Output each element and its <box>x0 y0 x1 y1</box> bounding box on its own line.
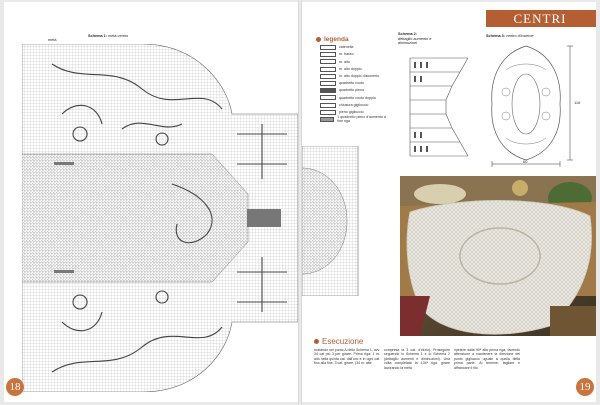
legend-item: m. alto <box>320 58 392 65</box>
chain-symbol-icon <box>320 45 336 50</box>
double-crochet-symbol-icon <box>320 59 336 64</box>
legend-item: quadretto pieno <box>320 87 392 94</box>
treble-symbol-icon <box>320 67 336 72</box>
filled-square-icon <box>320 88 336 93</box>
lacet-close-icon <box>320 103 336 108</box>
lacet-fill-icon <box>320 110 336 115</box>
left-page <box>4 2 298 402</box>
schema3-width-label: 60 <box>523 159 528 164</box>
schema2-diagram <box>406 52 472 170</box>
schema3-height-label: 116 <box>574 100 581 105</box>
execution-column-1: Iniziando nel punto A dello Schema 1, avv. 34 cat più 3 per girare. Prima riga: 1 m. alto nella quinta cat. dall'unc e in ogni cat. fino alla fine. 3 cat. girare, (34 m. alte <box>314 348 380 366</box>
legend-item: m. basso <box>320 51 392 58</box>
right-page <box>302 2 596 402</box>
crochet-chart-schema1 <box>22 44 298 392</box>
legend-item: m. alto doppio <box>320 66 392 73</box>
schema2-caption: Schema 2: dettaglio aumento e diminuzioni <box>398 32 432 46</box>
legend-item: 1 quadretto pieno d'aumento a fine riga <box>320 116 392 123</box>
legend-item: catenella <box>320 44 392 51</box>
empty-square-icon <box>320 81 336 86</box>
double-empty-square-icon <box>320 95 336 100</box>
half-marker-label: metà <box>48 38 57 42</box>
schema3-caption: Schema 3: centro d'insieme <box>486 34 534 38</box>
crochet-chart-continuation <box>302 146 362 296</box>
legend-title: legenda <box>316 36 349 43</box>
legend-list <box>320 44 392 123</box>
legend-item: quadretto vuoto doppio <box>320 94 392 101</box>
execution-column-2: compresa la 3 cat. d'inizio). Proseguire seguendo lo Schema 1 e lo Schema 2 (dettaglio aumenti e diminuzioni). Una volta completata la 104ª riga, girare lavorando la metà <box>384 348 450 370</box>
execution-column-3: ripetere dalla 90ª alla prima riga, facendo attenzione a mantenere la direzione del punto gigliuccio uguale a quella della prima parte. Al termine, tagliare e affrancare il filo. <box>454 348 520 370</box>
execution-title: Esecuzione <box>314 337 363 346</box>
legend-bullet-icon <box>316 37 321 42</box>
increase-square-icon <box>320 117 334 122</box>
increase-symbol-icon <box>320 74 336 79</box>
legend-item: quadretto vuoto <box>320 80 392 87</box>
single-crochet-symbol-icon <box>320 52 336 57</box>
legend-item: chiusura gigliuccio <box>320 102 392 109</box>
section-title: CENTRI <box>513 11 567 26</box>
legend-item: m. alto doppio d'aumento <box>320 73 392 80</box>
schema1-caption: Schema 1: metà centro <box>88 34 129 38</box>
schema3-overview <box>486 42 590 168</box>
legend-item: pieno gigliuccio <box>320 109 392 116</box>
page-number-right: 19 <box>576 378 594 396</box>
page-number-left: 18 <box>6 378 24 396</box>
doily-photo <box>400 176 596 336</box>
execution-bullet-icon <box>314 339 319 344</box>
